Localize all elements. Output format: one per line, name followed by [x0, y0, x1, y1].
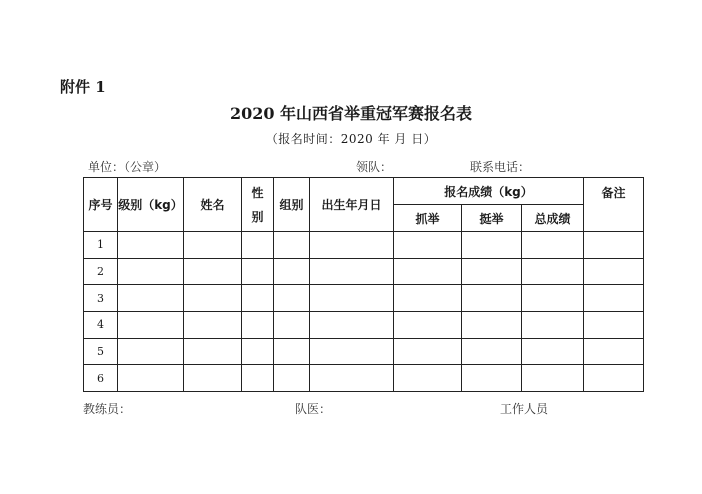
cell-snatch[interactable] — [394, 365, 462, 392]
cell-snatch[interactable] — [394, 338, 462, 365]
cell-gender[interactable] — [242, 285, 274, 312]
cell-gender[interactable] — [242, 258, 274, 285]
table-row — [84, 365, 644, 392]
cell-snatch[interactable] — [394, 285, 462, 312]
form-subtitle: （报名时间：2020 年 月 日） — [265, 132, 437, 146]
table-row — [84, 311, 644, 338]
header-name: 姓名 — [184, 178, 242, 232]
table-row — [84, 232, 644, 259]
row-number: 6 — [84, 365, 118, 392]
cell-birth[interactable] — [310, 365, 394, 392]
cell-group[interactable] — [274, 338, 310, 365]
cell-remarks[interactable] — [584, 338, 644, 365]
staff-label: 工作人员 — [500, 402, 549, 416]
row-number: 3 — [84, 285, 118, 312]
cell-total[interactable] — [522, 232, 584, 259]
row-number: 5 — [84, 338, 118, 365]
cell-remarks[interactable] — [584, 285, 644, 312]
header-group: 组别 — [274, 178, 310, 232]
cell-level[interactable] — [118, 232, 184, 259]
cell-clean-jerk[interactable] — [462, 338, 522, 365]
cell-total[interactable] — [522, 258, 584, 285]
cell-remarks[interactable] — [584, 258, 644, 285]
row-number: 2 — [84, 258, 118, 285]
cell-gender[interactable] — [242, 338, 274, 365]
cell-birth[interactable] — [310, 232, 394, 259]
header-birth: 出生年月日 — [310, 178, 394, 232]
header-gender-char-1: 性 — [251, 185, 264, 200]
cell-remarks[interactable] — [584, 232, 644, 259]
cell-group[interactable] — [274, 258, 310, 285]
cell-level[interactable] — [118, 285, 184, 312]
cell-group[interactable] — [274, 365, 310, 392]
cell-clean-jerk[interactable] — [462, 311, 522, 338]
cell-clean-jerk[interactable] — [462, 365, 522, 392]
cell-gender[interactable] — [242, 311, 274, 338]
registration-table — [83, 177, 644, 392]
cell-name[interactable] — [184, 232, 242, 259]
cell-remarks[interactable] — [584, 311, 644, 338]
cell-remarks[interactable] — [584, 365, 644, 392]
header-gender-char-2: 别 — [251, 209, 264, 224]
form-title: 2020 年山西省举重冠军赛报名表 — [229, 104, 473, 123]
unit-label: 单位：（公章） — [88, 160, 167, 174]
cell-level[interactable] — [118, 365, 184, 392]
header-gender — [242, 178, 274, 232]
cell-level[interactable] — [118, 338, 184, 365]
row-number: 1 — [84, 232, 118, 259]
cell-birth[interactable] — [310, 338, 394, 365]
header-total: 总成绩 — [522, 205, 584, 232]
cell-total[interactable] — [522, 365, 584, 392]
cell-clean-jerk[interactable] — [462, 285, 522, 312]
table-row — [84, 258, 644, 285]
cell-gender[interactable] — [242, 232, 274, 259]
phone-label: 联系电话： — [470, 160, 531, 174]
cell-level[interactable] — [118, 311, 184, 338]
header-clean-jerk: 挺举 — [462, 205, 522, 232]
cell-clean-jerk[interactable] — [462, 258, 522, 285]
header-seq: 序号 — [84, 178, 118, 232]
doctor-label: 队医： — [295, 402, 332, 416]
coach-label: 教练员： — [83, 402, 132, 416]
cell-birth[interactable] — [310, 311, 394, 338]
cell-total[interactable] — [522, 338, 584, 365]
cell-level[interactable] — [118, 258, 184, 285]
attachment-label: 附件 1 — [60, 78, 106, 96]
cell-group[interactable] — [274, 311, 310, 338]
header-score-group: 报名成绩（kg） — [394, 178, 584, 205]
cell-name[interactable] — [184, 365, 242, 392]
cell-gender[interactable] — [242, 365, 274, 392]
header-remarks: 备注 — [584, 178, 644, 232]
cell-snatch[interactable] — [394, 232, 462, 259]
cell-total[interactable] — [522, 285, 584, 312]
header-level: 级别（kg） — [118, 178, 184, 232]
cell-birth[interactable] — [310, 258, 394, 285]
cell-group[interactable] — [274, 285, 310, 312]
cell-birth[interactable] — [310, 285, 394, 312]
cell-clean-jerk[interactable] — [462, 232, 522, 259]
team-lead-label: 领队： — [356, 160, 393, 174]
table-row — [84, 285, 644, 312]
cell-name[interactable] — [184, 258, 242, 285]
cell-name[interactable] — [184, 285, 242, 312]
header-snatch: 抓举 — [394, 205, 462, 232]
cell-name[interactable] — [184, 311, 242, 338]
cell-snatch[interactable] — [394, 258, 462, 285]
cell-snatch[interactable] — [394, 311, 462, 338]
cell-total[interactable] — [522, 311, 584, 338]
cell-name[interactable] — [184, 338, 242, 365]
table-row — [84, 338, 644, 365]
cell-group[interactable] — [274, 232, 310, 259]
row-number: 4 — [84, 311, 118, 338]
